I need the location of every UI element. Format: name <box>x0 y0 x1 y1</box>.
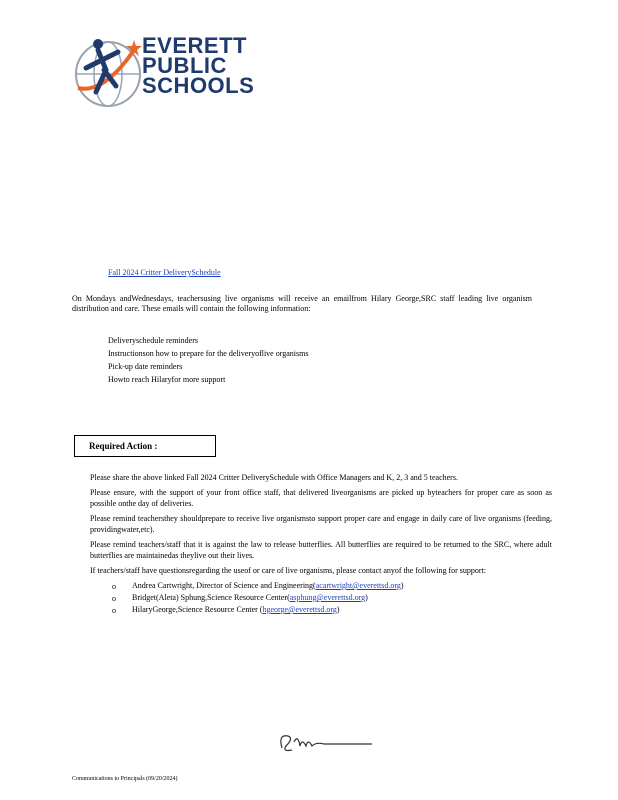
contact-close: ) <box>400 581 404 590</box>
contact-close: ) <box>365 593 368 602</box>
list-item <box>88 347 488 360</box>
email-link[interactable]: asphung@everettsd.org <box>289 593 366 602</box>
list-item <box>72 539 552 561</box>
contact-text: HilaryGeorge,Science Resource Center ( <box>132 605 263 614</box>
logo-line-1: EVERETT <box>142 33 247 58</box>
list-item-text: Please ensure, with the support of your front office staff, that delivered liveorganisms are picked up byteachers for proper care as soon as possible onthe day of deliveries. <box>90 488 552 508</box>
list-item-text: Howto reach Hilaryfor more support <box>108 375 226 384</box>
list-item-text: If teachers/staff have questionsregarding the useof or care of live organisms, please contact anyof the following for support: <box>90 566 487 575</box>
district-logo <box>68 30 258 114</box>
list-item-text: Instructionson how to prepare for the deliveryoflive organisms <box>108 349 309 358</box>
logo-line-2: PUBLIC <box>142 53 227 78</box>
footer-note: Communications to Principals (09/20/2024) <box>72 776 178 782</box>
intro-paragraph: On Mondays andWednesdays, teachersusing live organisms will receive an emailfrom Hilary George,SRC staff leading live organism distribution and care. These emails will contain the following information: <box>72 294 532 313</box>
required-action-box: Required Action : <box>74 435 216 457</box>
contact-text: Andrea Cartwright, Director of Science and Engineering( <box>132 581 316 590</box>
logo-line-3: SCHOOLS <box>142 73 255 98</box>
list-item <box>88 334 488 347</box>
list-item <box>72 487 552 509</box>
circle-bullet-icon: o <box>112 582 116 591</box>
contact-item <box>90 604 552 616</box>
list-item <box>72 565 552 616</box>
contact-close: ) <box>336 605 340 614</box>
contact-text: Bridget(Aleta) Sphung,Science Resource Center( <box>132 593 290 602</box>
email-link[interactable]: acartwright@everettsd.org <box>315 581 401 590</box>
list-item <box>72 472 552 483</box>
list-item <box>72 513 552 535</box>
info-list <box>88 334 488 386</box>
circle-bullet-icon: o <box>112 606 116 615</box>
list-item-text: Please remind teachers/staff that it is against the law to release butterflies. All butterflies are required to be returned to the SRC, where adult butterflies are maintainedas theylive out their lives. <box>90 540 552 560</box>
logo-emblem <box>68 30 144 114</box>
list-item <box>88 360 488 373</box>
list-item-text: Pick-up date reminders <box>108 362 183 371</box>
circle-bullet-icon: o <box>112 594 116 603</box>
signature <box>276 728 376 756</box>
list-item-text: Deliveryschedule reminders <box>108 336 198 345</box>
contact-item <box>90 580 552 592</box>
contact-item <box>90 592 552 604</box>
list-item-text: Please remind teachersthey shouldprepare to receive live organismsto support proper care and engage in daily care of live organisms (feeding, providingwater,etc). <box>90 514 552 534</box>
required-action-list <box>72 472 552 620</box>
list-item <box>88 373 488 386</box>
email-link[interactable]: hgeorge@everettsd.org <box>262 605 337 614</box>
contact-list <box>90 580 552 616</box>
schedule-link[interactable]: Fall 2024 Critter DeliverySchedule <box>108 268 221 277</box>
logo-wordmark <box>142 33 255 98</box>
list-item-text: Please share the above linked Fall 2024 Critter DeliverySchedule with Office Managers and K, 2, 3 and 5 teachers. <box>90 473 458 482</box>
